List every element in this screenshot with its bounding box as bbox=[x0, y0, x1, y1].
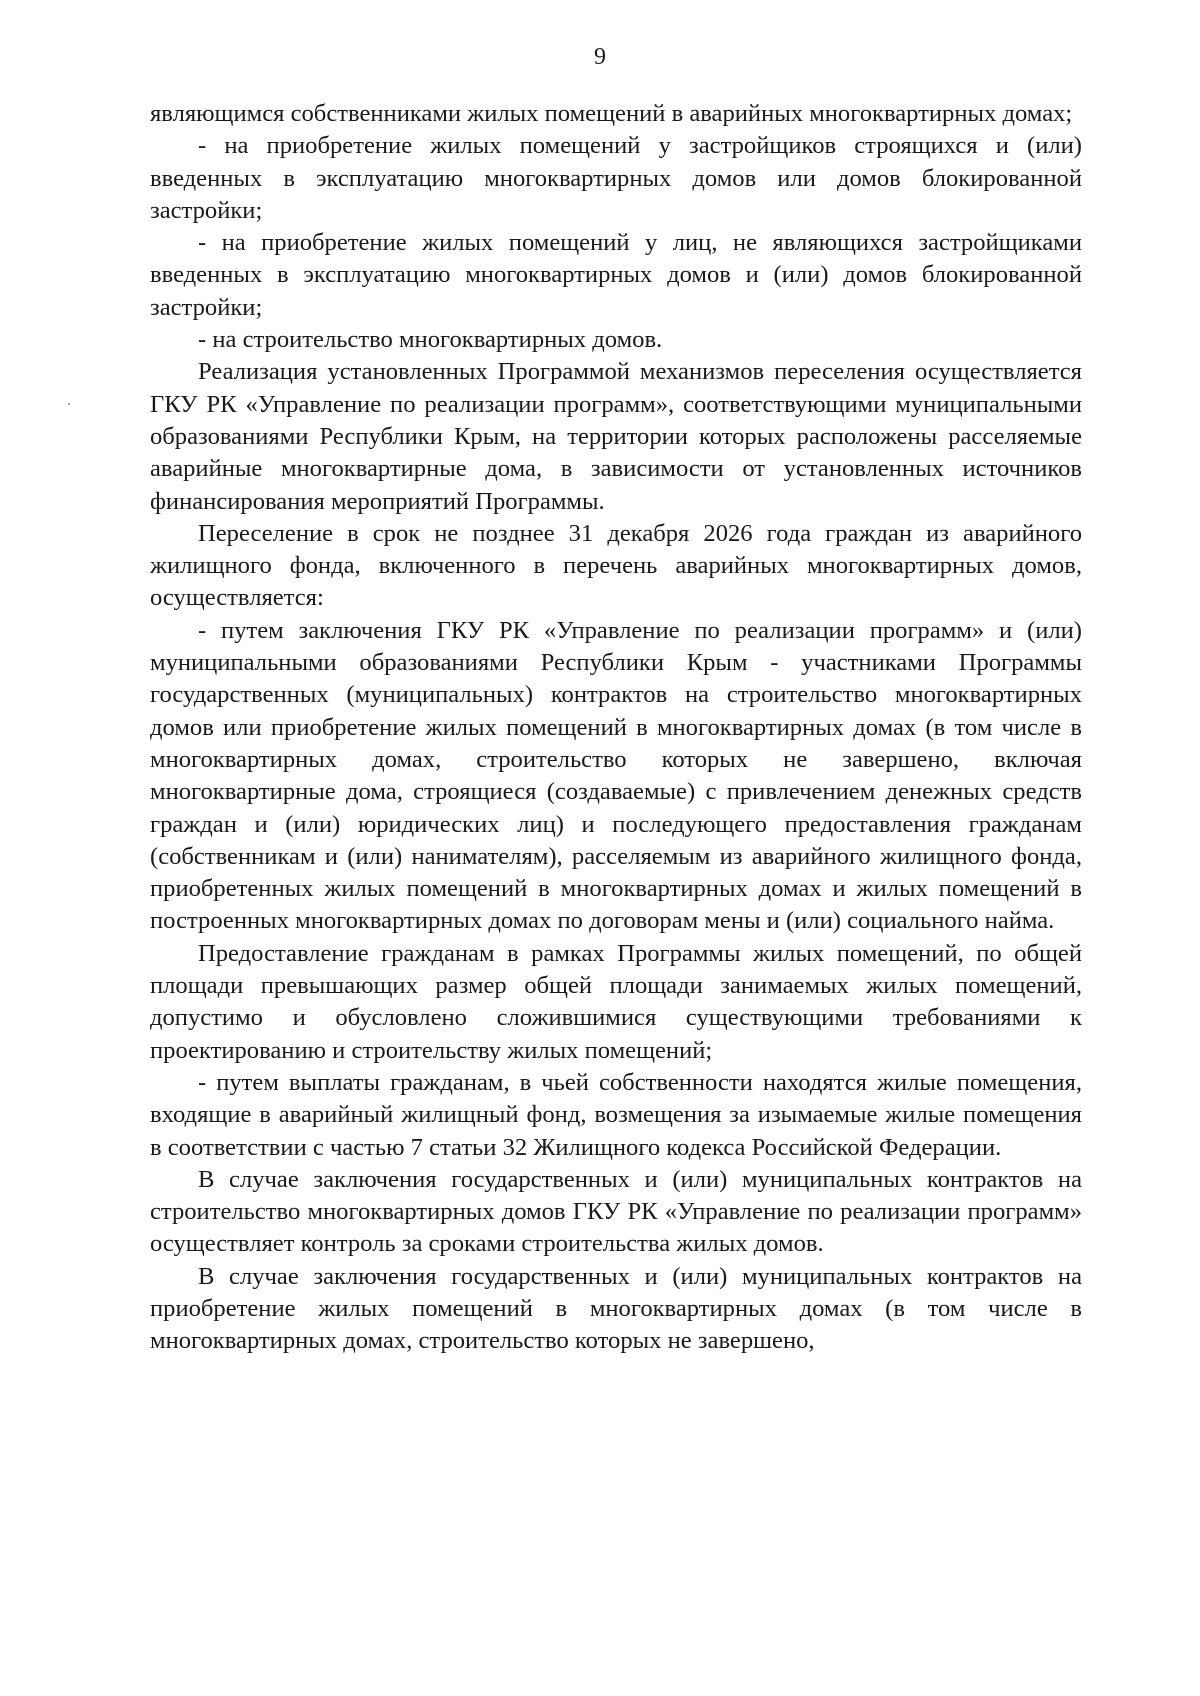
list-item-non-builders-purchase: - на приобретение жилых помещений у лиц, не являющихся застройщиками введенных в эксплуатацию многоквартирных домов и (или) домов блокированной застройки; bbox=[150, 229, 1082, 321]
paragraph-continuation: являющимся собственниками жилых помещений в аварийных многоквартирных домах; bbox=[150, 100, 1073, 127]
list-item-construction: - на строительство многоквартирных домов. bbox=[198, 326, 663, 354]
page-number: 9 bbox=[594, 44, 606, 70]
paragraph-resettlement: Переселение в срок не позднее 31 декабря 2026 года граждан из аварийного жилищного фонда, включенного в перечень аварийных многоквартирных домов, осуществляется: bbox=[150, 519, 1082, 612]
scan-speck bbox=[68, 403, 70, 405]
list-item-builders-purchase: - на приобретение жилых помещений у застройщиков строящихся и (или) введенных в эксплуатацию многоквартирных домов или домов блокированной застройки; bbox=[150, 132, 1082, 224]
paragraph-construction-control: В случае заключения государственных и (или) муниципальных контрактов на строительство многоквартирных домов ГКУ РК «Управление по реализации программ» осуществляет контроль за сроками строительства жилых домов. bbox=[150, 1165, 1082, 1258]
paragraph-purchase-contracts: В случае заключения государственных и (или) муниципальных контрактов на приобретение жилых помещений в многоквартирных домах (в том числе в многоквартирных домах, строительство которых не завершено, bbox=[150, 1262, 1082, 1355]
list-item-compensation: - путем выплаты гражданам, в чьей собственности находятся жилые помещения, входящие в аварийный жилищный фонд, возмещения за изымаемые жилые помещения в соответствии с частью 7 статьи 32 Жилищного кодекса Российской Федерации. bbox=[150, 1068, 1082, 1161]
paragraph-provision: Предоставление гражданам в рамках Программы жилых помещений, по общей площади превышающих размер общей площади занимаемых жилых помещений, допустимо и обусловлено сложившимися существующими требованиями к проектированию и строительству жилых помещений; bbox=[150, 939, 1082, 1064]
paragraph-implementation: Реализация установленных Программой механизмов переселения осуществляется ГКУ РК «Управление по реализации программ», соответствующими муниципальными образованиями Республики Крым, на территории которых расположены расселяемые аварийные многоквартирные дома, в зависимости от установленных источников финансирования мероприятий Программы. bbox=[150, 358, 1082, 515]
list-item-contracts: - путем заключения ГКУ РК «Управление по реализации программ» и (или) муниципальными образованиями Республики Крым - участниками Программы государственных (муниципальных) контрактов на строительство многоквартирных домов или приобретение жилых помещений в многоквартирных домах (в том числе в многоквартирных домах, строительство которых не завершено, включая многоквартирные дома, строящиеся (создаваемые) с привлечением денежных средств граждан и (или) юридических лиц) и последующего предоставления гражданам (собственникам и (или) нанимателям), расселяемым из аварийного жилищного фонда, приобретенных жилых помещений в многоквартирных домах и жилых помещений в построенных многоквартирных домах по договорам мены и (или) социального найма. bbox=[150, 616, 1082, 935]
document-body bbox=[150, 98, 1082, 1358]
